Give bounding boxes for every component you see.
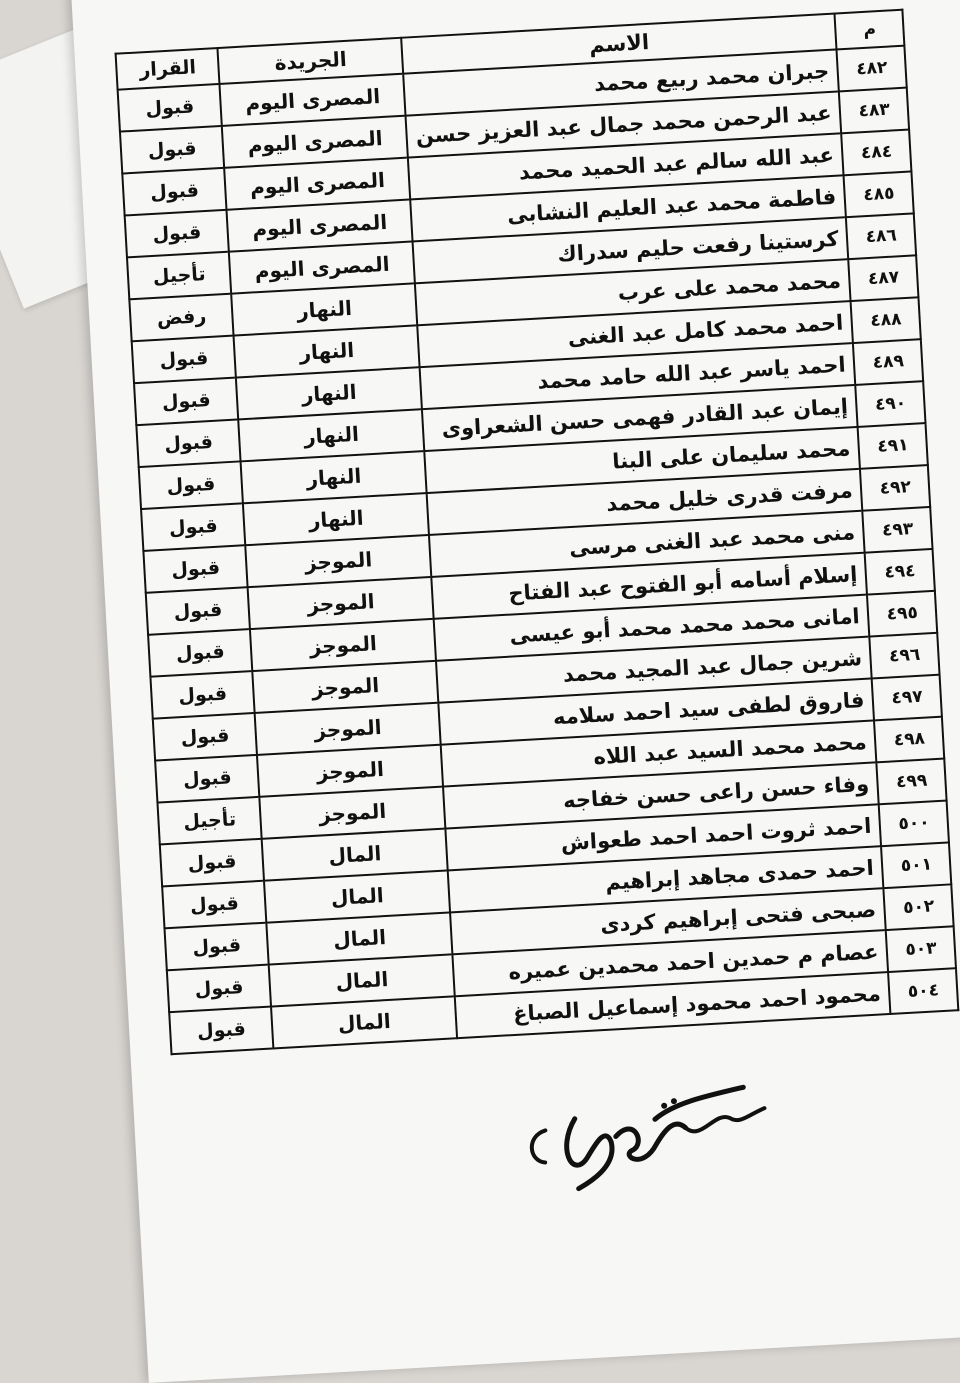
row-decision: تأجيل [127,252,232,300]
row-name: احمد محمد كامل عبد الغنى [417,301,853,367]
row-decision: تأجيل [157,797,262,845]
row-decision: قبول [143,545,248,593]
row-newspaper: النهار [234,325,420,377]
row-number: ٤٨٣ [839,88,909,134]
row-number: ٤٩٣ [863,507,933,553]
row-decision: قبول [153,713,258,761]
row-newspaper: المال [271,996,457,1048]
row-decision: قبول [139,461,244,509]
row-newspaper: المال [264,870,450,922]
row-number: ٤٩٧ [872,675,942,721]
row-name: محمد محمد على عرب [415,259,851,325]
row-decision: رفض [129,294,234,342]
row-newspaper: النهار [243,493,429,545]
row-decision: قبول [155,755,260,803]
row-decision: قبول [165,923,270,971]
row-number: ٥٠٢ [884,884,954,930]
row-decision: قبول [167,965,272,1013]
row-name: احمد ياسر عبد الله حامد محمد [420,343,856,409]
row-name: عبد الرحمن محمد جمال عبد العزيز حسن [406,91,842,157]
row-name: محمد سليمان على البنا [424,427,860,493]
row-number: ٤٨٦ [846,213,916,259]
row-name: شرين جمال عبد المجيد محمد [436,637,872,703]
row-name: امانى محمد محمد محمد أبو عيسى [434,595,870,661]
row-decision: قبول [146,587,251,635]
row-newspaper: الموجز [246,535,432,587]
row-number: ٤٩٦ [870,633,940,679]
handwritten-signature [513,1078,779,1202]
row-number: ٤٨٧ [849,255,919,301]
row-number: ٤٩٩ [877,759,947,805]
row-newspaper: الموجز [248,577,434,629]
row-decision: قبول [118,84,223,132]
row-number: ٤٩٢ [860,465,930,511]
row-number: ٥٠٠ [879,800,949,846]
row-number: ٤٨٩ [853,339,923,385]
row-name: فاروق لطفى سيد احمد سلامه [439,678,875,744]
header-name: الاسم [401,14,837,74]
row-decision: قبول [141,503,246,551]
row-newspaper: المصرى اليوم [220,74,406,126]
row-decision: قبول [150,671,255,719]
row-number: ٤٩٨ [874,717,944,763]
row-newspaper: المصرى اليوم [229,241,415,293]
row-decision: قبول [125,210,230,258]
row-decision: قبول [162,881,267,929]
row-name: إيمان عبد القادر فهمى حسن الشعراوى [422,385,858,451]
row-newspaper: النهار [236,367,422,419]
row-newspaper: الموجز [260,787,446,839]
document-sheet [71,0,960,1383]
results-table-wrapper [115,9,960,1056]
row-name: احمد حمدى مجاهد إبراهيم [448,846,884,912]
row-newspaper: النهار [241,451,427,503]
row-name: إسلام أسامه أبو الفتوح عبد الفتاح [432,553,868,619]
row-newspaper: الموجز [257,745,443,797]
row-number: ٤٩٤ [865,549,935,595]
header-decision: القرار [116,48,220,90]
row-newspaper: المال [267,912,453,964]
row-name: عصام م حمدين احمد محمدين عميره [453,930,889,996]
row-number: ٥٠١ [881,842,951,888]
row-decision: قبول [160,839,265,887]
row-number: ٤٩٥ [867,591,937,637]
row-newspaper: الموجز [255,703,441,755]
row-name: فاطمة محمد عبد العليم النشابى [410,175,846,241]
table-body [118,46,959,1054]
row-name: محمد محمد السيد عبد اللاه [441,720,877,786]
header-newspaper: الجريدة [218,38,404,84]
row-number: ٤٨٤ [842,130,912,176]
row-newspaper: المال [269,954,455,1006]
row-number: ٤٨٢ [837,46,907,92]
row-decision: قبول [136,419,241,467]
row-decision: قبول [132,336,237,384]
row-name: جبران محمد ربيع محمد [403,49,839,115]
row-newspaper: المصرى اليوم [224,158,410,210]
row-number: ٤٨٨ [851,297,921,343]
row-number: ٥٠٤ [889,968,959,1014]
row-number: ٤٩٠ [856,381,926,427]
row-decision: قبول [134,377,239,425]
row-newspaper: النهار [232,283,418,335]
header-number: م [835,10,904,50]
row-newspaper: المال [262,829,448,881]
row-name: وفاء حسن راعى حسن خفاجه [443,762,879,828]
row-name: منى محمد عبد الغنى مرسى [429,511,865,577]
row-decision: قبول [122,168,227,216]
row-name: كرستينا رفعت حليم سدراك [413,217,849,283]
row-newspaper: النهار [239,409,425,461]
row-name: عبد الله سالم عبد الحميد محمد [408,133,844,199]
row-name: محمود احمد محمود إسماعيل الصباغ [455,972,891,1038]
row-newspaper: الموجز [253,661,439,713]
row-decision: قبول [169,1007,274,1055]
results-table [115,9,960,1056]
row-newspaper: المصرى اليوم [222,116,408,168]
row-number: ٤٨٥ [844,171,914,217]
row-name: احمد ثروت احمد احمد طعواش [446,804,882,870]
row-newspaper: المصرى اليوم [227,199,413,251]
row-decision: قبول [148,629,253,677]
row-number: ٥٠٣ [886,926,956,972]
row-number: ٤٩١ [858,423,928,469]
row-newspaper: الموجز [250,619,436,671]
row-name: صبحى فتحى إبراهيم كردى [450,888,886,954]
row-decision: قبول [120,126,225,174]
row-name: مرفت قدرى خليل محمد [427,469,863,535]
